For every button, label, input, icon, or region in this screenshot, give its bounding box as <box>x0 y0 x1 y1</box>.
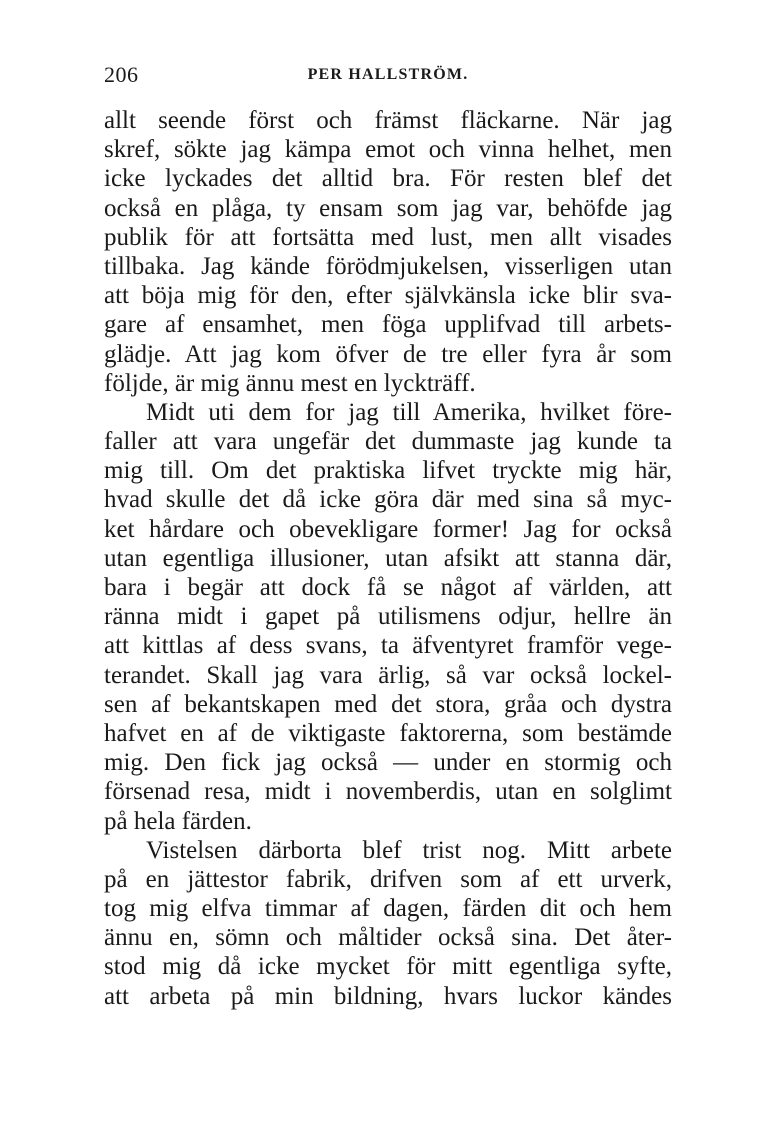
text-line: bara i begär att dock få se något af världen, att <box>104 574 672 601</box>
text-line: sen af bekantskapen med det stora, gråa och dystra <box>104 690 672 718</box>
text-line: tog mig elfva timmar af dagen, färden dit och hem <box>104 895 672 923</box>
paragraph-end-line: följde, är mig ännu mest en lyckträff. <box>104 369 476 397</box>
text-line: gare af ensamhet, men föga upplifvad till arbets- <box>104 311 672 339</box>
text-line: mig till. Om det praktiska lifvet tryckte mig här, <box>104 457 672 485</box>
text-line: publik för att fortsätta med lust, men allt visades <box>104 223 672 251</box>
text-line: också en plåga, ty ensam som jag var, behöfde jag <box>104 194 672 222</box>
text-line: ränna midt i gapet på utilismens odjur, hellre än <box>104 603 672 631</box>
text-line: icke lyckades det alltid bra. För resten blef det <box>104 165 672 193</box>
paragraph-start-line: Midt uti dem for jag till Amerika, hvilket före- <box>146 398 672 426</box>
text-line: att arbeta på min bildning, hvars luckor kändes <box>104 982 672 1010</box>
text-line: tillbaka. Jag kände förödmjukelsen, visserligen utan <box>104 252 672 280</box>
text-line: hvad skulle det då icke göra där med sina så myc- <box>104 486 672 514</box>
text-line: faller att vara ungefär det dummaste jag kunde ta <box>104 428 672 456</box>
text-line: terandet. Skall jag vara ärlig, så var också lockel- <box>104 661 672 689</box>
book-page <box>104 62 672 1011</box>
text-line: att böja mig för den, efter självkänsla icke blir sva- <box>104 282 672 310</box>
text-line: att kittlas af dess svans, ta äfventyret framför vege- <box>104 632 672 660</box>
text-line: glädje. Att jag kom öfver de tre eller fyra år som <box>104 340 672 368</box>
body-text <box>104 106 672 1011</box>
text-line: på en jättestor fabrik, drifven som af ett urverk, <box>104 865 672 893</box>
text-line: skref, sökte jag kämpa emot och vinna helhet, men <box>104 136 672 164</box>
running-title: PER HALLSTRÖM. <box>307 66 469 83</box>
text-line: försenad resa, midt i novemberdis, utan en solglimt <box>104 778 672 806</box>
paragraph-end-line: på hela färden. <box>104 807 252 835</box>
text-line: utan egentliga illusioner, utan afsikt att stanna där, <box>104 544 672 572</box>
text-line: allt seende först och främst fläckarne. När jag <box>104 107 672 134</box>
text-line: hafvet en af de viktigaste faktorerna, som bestämde <box>104 719 672 747</box>
text-line: stod mig då icke mycket för mitt egentliga syfte, <box>104 953 672 981</box>
text-line: ket hårdare och obevekligare former! Jag for också <box>104 515 672 543</box>
text-line: mig. Den fick jag också — under en stormig och <box>104 749 672 777</box>
page-number: 206 <box>104 62 139 87</box>
running-header <box>104 62 672 96</box>
text-line: ännu en, sömn och måltider också sina. Det åter- <box>104 924 672 952</box>
paragraph-start-line: Vistelsen därborta blef trist nog. Mitt arbete <box>146 836 672 864</box>
